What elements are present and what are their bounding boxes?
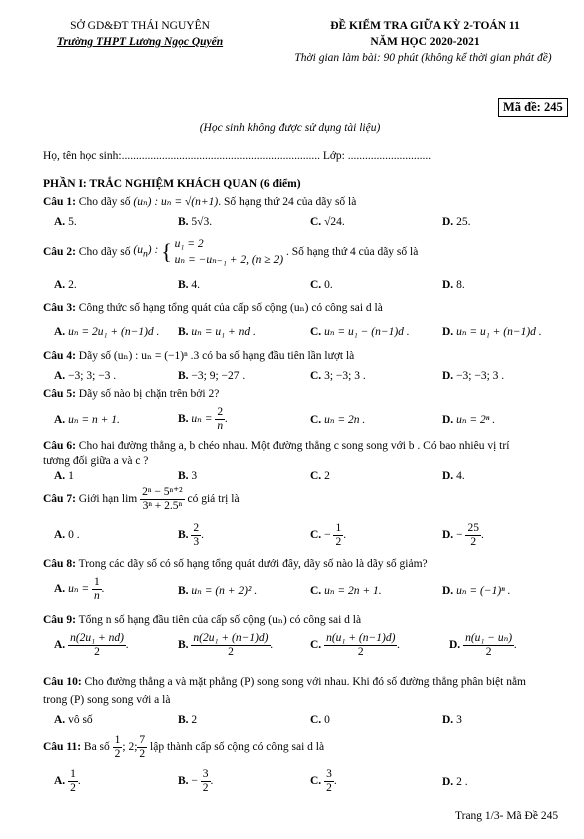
exam-code-box: Mã đề: 245 bbox=[498, 98, 568, 117]
time-note: Thời gian làm bài: 90 phút (không kể thời gian phát đề) bbox=[294, 52, 552, 64]
option-d: D. $\frac{\text{n(u₁ − uₙ)}}{2}$ . bbox=[449, 632, 518, 658]
system-brace: { bbox=[161, 239, 172, 265]
option-a: A. uₙ = $\frac{1}{n}$ . bbox=[54, 576, 105, 602]
option-b: B. 5√3. bbox=[178, 216, 213, 228]
question-1-options bbox=[54, 216, 554, 234]
option-c: C. 0 bbox=[310, 714, 330, 726]
question-10-line2: trong (P) song song với a là bbox=[43, 694, 171, 706]
recurrence-system: u₁ = 2 uₙ = −uₙ₋₁ + 2, (n ≥ 2) bbox=[174, 238, 284, 267]
option-b: B. $\frac{\text{n(2u₁ + (n−1)d)}}{2}$ . bbox=[178, 632, 274, 658]
question-9: Câu 9: Tổng n số hạng đầu tiên của cấp số cộng (uₙ) có công sai d là bbox=[43, 614, 362, 626]
option-a: A. vô số bbox=[54, 714, 93, 726]
option-a: A. 5. bbox=[54, 216, 77, 228]
option-a: A. uₙ = n + 1. bbox=[54, 414, 120, 426]
exam-title: ĐỀ KIỂM TRA GIỮA KỲ 2-TOÁN 11 bbox=[330, 20, 520, 32]
option-d: D. 3 bbox=[442, 714, 462, 726]
option-d: D. − $\frac{25}{2}$ . bbox=[442, 522, 484, 548]
question-1: Câu 1: Cho dãy số (uₙ) : uₙ = √(n+1). Số hạng thứ 24 của dãy số là bbox=[43, 196, 357, 208]
question-10-options bbox=[54, 714, 554, 732]
option-a: A. 0 . bbox=[54, 529, 80, 541]
school-name: Trường THPT Lương Ngọc Quyến bbox=[56, 36, 224, 48]
part1-heading: PHẦN I: TRẮC NGHIỆM KHÁCH QUAN (6 điểm) bbox=[43, 178, 301, 190]
option-a: A. 1 bbox=[54, 470, 74, 482]
option-c: C. − $\frac{1}{2}$ . bbox=[310, 522, 347, 548]
question-5-options bbox=[54, 406, 554, 436]
question-4-options bbox=[54, 370, 554, 388]
question-7: Câu 7: Giới hạn lim $\frac{\text{2ⁿ − 5ⁿ⁺²}}{\text{3ⁿ + 2.5ⁿ}}$ có giá trị là bbox=[43, 486, 240, 512]
option-b: B. uₙ = (n + 2)² . bbox=[178, 585, 258, 597]
option-d: D. uₙ = 2ⁿ . bbox=[442, 414, 496, 426]
no-materials-note: (Học sinh không được sử dụng tài liệu) bbox=[199, 122, 381, 134]
option-a: A. uₙ = 2u₁ + (n−1)d . bbox=[54, 326, 160, 338]
option-d: D. −3; −3; 3 . bbox=[442, 370, 505, 382]
option-d: D. uₙ = (−1)ⁿ . bbox=[442, 585, 511, 597]
option-b: B. 3 bbox=[178, 470, 198, 482]
option-b: B. $\frac{2}{3}$ . bbox=[178, 522, 205, 548]
question-2-options bbox=[54, 279, 554, 297]
question-7-options bbox=[54, 522, 554, 552]
option-d: D. uₙ = u₁ + (n−1)d . bbox=[442, 326, 542, 338]
question-9-options bbox=[54, 632, 554, 664]
option-c: C. uₙ = 2n . bbox=[310, 414, 366, 426]
option-a: A. $\frac{\text{n(2u₁ + nd)}}{2}$ . bbox=[54, 632, 129, 658]
option-b: B. 2 bbox=[178, 714, 198, 726]
option-b: B. − $\frac{3}{2}$ . bbox=[178, 768, 214, 794]
option-b: B. uₙ = $\frac{2}{n}$ . bbox=[178, 406, 228, 432]
option-a: A. −3; 3; −3 . bbox=[54, 370, 117, 382]
question-11: Câu 11: Ba số $\frac{1}{2}$ ; 2; $\frac{7}{2}$ lập thành cấp số cộng có công sai d là bbox=[43, 734, 325, 760]
option-c: C. 3; −3; 3 . bbox=[310, 370, 366, 382]
option-c: C. $\frac{\text{n(u₁ + (n−1)d)}}{2}$ . bbox=[310, 632, 401, 658]
option-c: C. uₙ = u₁ − (n−1)d . bbox=[310, 326, 410, 338]
option-c: C. 0. bbox=[310, 279, 333, 291]
question-3: Câu 3: Công thức số hạng tổng quát của cấp số cộng (uₙ) có công sai d là bbox=[43, 302, 383, 314]
question-10: Câu 10: Cho đường thẳng a và mặt phẳng (P) song song với nhau. Khi đó số đường thẳng phân biệt nằm bbox=[43, 676, 526, 688]
fraction: $\frac{2}{n}$ bbox=[217, 406, 224, 432]
question-2: Câu 2: Cho dãy số $(u_n)$ : { u₁ = 2 uₙ = −uₙ₋₁ + 2, (n ≥ 2) . Số hạng thứ 4 của dãy số là bbox=[43, 236, 418, 268]
limit-fraction: $\frac{\text{2ⁿ − 5ⁿ⁺²}}{\text{3ⁿ + 2.5ⁿ}}$ bbox=[142, 486, 183, 512]
option-c: C. uₙ = 2n + 1. bbox=[310, 585, 382, 597]
question-5: Câu 5: Dãy số nào bị chặn trên bởi 2? bbox=[43, 388, 220, 400]
option-c: C. √24. bbox=[310, 216, 345, 228]
question-3-options bbox=[54, 324, 554, 342]
option-c: C. $\frac{3}{2}$ . bbox=[310, 768, 337, 794]
option-b: B. 4. bbox=[178, 279, 201, 291]
option-c: C. 2 bbox=[310, 470, 330, 482]
question-6: Câu 6: Cho hai đường thẳng a, b chéo nhau. Một đường thẳng c song song với b . Có bao nhiêu vị trí bbox=[43, 440, 510, 452]
department: SỞ GD&ĐT THÁI NGUYÊN bbox=[70, 20, 210, 32]
question-4: Câu 4: Dãy số (uₙ) : uₙ = (−1)ⁿ .3 có ba số hạng đầu tiên lần lượt là bbox=[43, 350, 355, 362]
option-d: D. 8. bbox=[442, 279, 465, 291]
option-b: B. uₙ = u₁ + nd . bbox=[178, 326, 256, 338]
question-6-line2: tương đối giữa a và c ? bbox=[43, 455, 149, 467]
question-8-options bbox=[54, 576, 554, 606]
student-name-line: Họ, tên học sinh:..................................................................... Lớp: ............................. bbox=[43, 150, 432, 162]
option-d: D. 4. bbox=[442, 470, 465, 482]
page-footer: Trang 1/3- Mã Đề 245 bbox=[455, 810, 559, 822]
option-d: D. 2 . bbox=[442, 776, 468, 788]
option-a: A. 2. bbox=[54, 279, 77, 291]
option-d: D. 25. bbox=[442, 216, 471, 228]
option-b: B. −3; 9; −27 . bbox=[178, 370, 246, 382]
question-11-options bbox=[54, 768, 554, 800]
option-a: A. $\frac{1}{2}$ . bbox=[54, 768, 81, 794]
question-8: Câu 8: Trong các dãy số có số hạng tổng quát dưới đây, dãy số nào là dãy số giảm? bbox=[43, 558, 428, 570]
school-year: NĂM HỌC 2020-2021 bbox=[370, 36, 480, 48]
